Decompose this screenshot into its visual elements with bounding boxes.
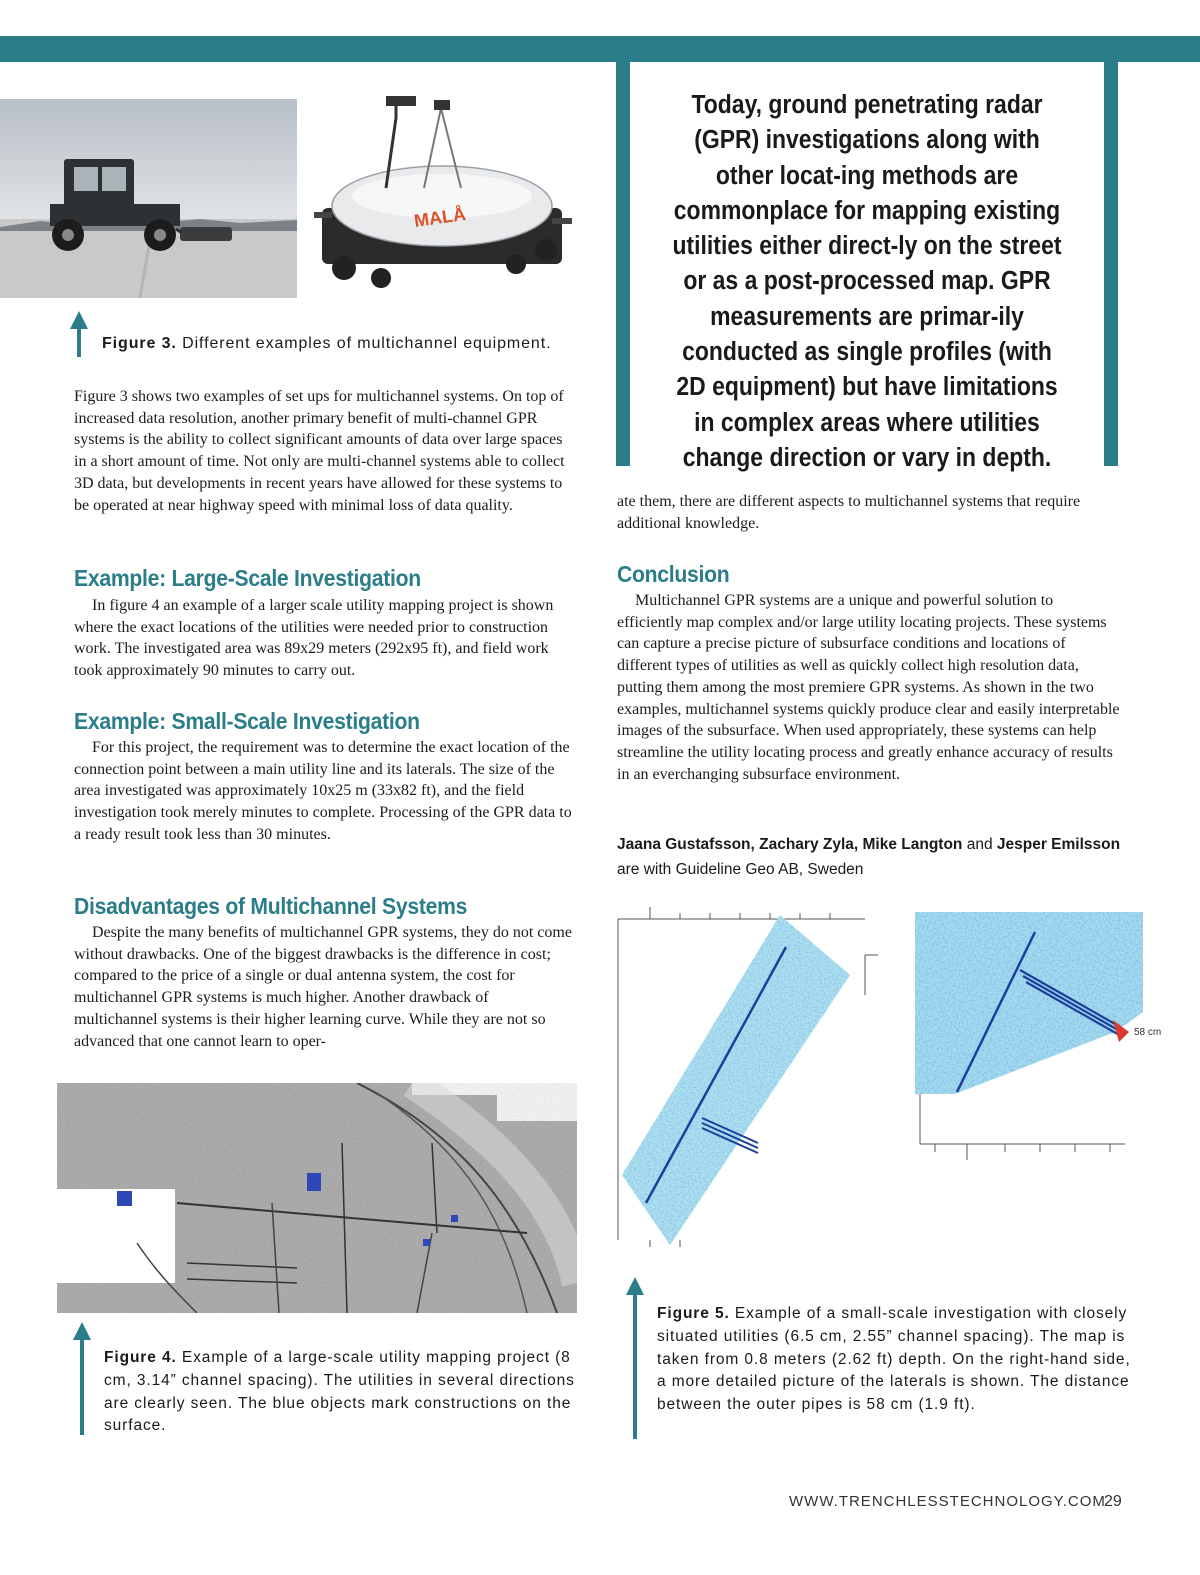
section-disadvantages-text: Despite the many benefits of multichannel GPR systems, they do not come without drawbacks. One of the biggest drawbacks is the difference in cost; compared to the price of a single or dual antenna system, the cost for multichannel GPR systems is much higher. Another drawback of multichannel systems is their higher learning curve. While they are not so advanced that one cannot learn to oper- [74, 924, 572, 1050]
author-affiliation: are with Guideline Geo AB, Sweden [617, 861, 864, 878]
section-small-scale-text: For this project, the requirement was to determine the exact location of the connection point between a main utility line and its laterals. The size of the area investigated was approximately 10x25 m (33x82 ft), and the field investigation took merely minutes to complete. Processing of the GPR data to a ready result took less than 30 minutes. [74, 739, 572, 843]
figure4-arrow-line [80, 1337, 84, 1435]
section-heading-large-scale: Example: Large-Scale Investigation [74, 565, 421, 591]
header-bar [0, 36, 1200, 62]
figure3-caption [102, 333, 622, 356]
section-heading-small-scale: Example: Small-Scale Investigation [74, 708, 420, 734]
footer-url: WWW.TRENCHLESSTECHNOLOGY.COM [789, 1493, 1106, 1510]
figure5-caption-label: Figure 5. [657, 1305, 730, 1322]
figure4-blue-marker [451, 1215, 458, 1222]
author-conjunction: and [962, 836, 997, 853]
figure3-caption-label: Figure 3. [102, 335, 177, 352]
intro-paragraph: Figure 3 shows two examples of set ups for multichannel systems. On top of increased data resolution, another primary benefit of multi-channel GPR systems is the ability to collect significant amounts of data over large spaces in a short amount of time. Not only are multi-channel systems able to collect 3D data, but developments in recent years have allowed for these systems to be operated at near highway speed with minimal loss of data quality. [74, 388, 565, 514]
figure3-arrow-line [77, 326, 81, 357]
figure4-blue-marker [423, 1239, 430, 1246]
figure3-photo-mala-cart [306, 78, 581, 290]
author-credits [617, 832, 1137, 882]
figure5-caption-text: Example of a small-scale investigation with closely situated utilities (6.5 cm, 2.55” channel spacing). The map is taken from 0.8 meters (2.62 ft) depth. On the right-hand side, a more detailed picture of the laterals is shown. The distance between the outer pipes is 58 cm (1.9 ft). [657, 1305, 1131, 1414]
author-name-last: Jesper Emilsson [996, 836, 1121, 853]
figure5-distance-label: 58 cm [1134, 1027, 1162, 1038]
figure3-caption-text: Different examples of multichannel equipment. [182, 335, 552, 352]
figure5-arrow-line [633, 1292, 637, 1439]
figure5-gpr-map-detail [915, 912, 1143, 1164]
section-large-scale-text: In figure 4 an example of a larger scale utility mapping project is shown where the exact locations of the utilities were needed prior to construction work. The investigated area was 89x29 meters (292x95 ft), and field work took approximately 90 minutes to carry out. [74, 597, 554, 680]
continuation-paragraph: ate them, there are different aspects to multichannel systems that require additional knowledge. [617, 493, 1081, 532]
conclusion-text: Multichannel GPR systems are a unique and powerful solution to efficiently map complex and/or large utility locating projects. These systems can capture a precise picture of subsurface conditions and locations of different types of utilities as well as quickly collect high resolution data, putting them among the most premiere GPR systems. As shown in the two examples, multichannel systems quickly produce clear and easily interpretable images of the subsurface. When used appropriately, these systems can help streamline the utility locating process and greatly enhance accuracy of results in an everchanging subsurface environment. [617, 592, 1120, 783]
figure4-caption-label: Figure 4. [104, 1349, 177, 1366]
pull-quote-box [616, 62, 1118, 472]
figure4-blue-marker [307, 1173, 321, 1191]
figure4-caption [104, 1347, 584, 1438]
figure4-blue-marker [117, 1191, 132, 1206]
author-names: Jaana Gustafsson, Zachary Zyla, Mike Langton [617, 836, 963, 853]
section-heading-conclusion: Conclusion [617, 561, 730, 587]
section-heading-disadvantages: Disadvantages of Multichannel Systems [74, 893, 468, 919]
page-number: 29 [1104, 1493, 1122, 1510]
pull-quote: Today, ground penetrating radar (GPR) investigations along with other locat-ing methods are commonplace for mapping existing utilities either direct-ly on the street or as a post-processed map. GPR measurements are primar-ily conducted as single profiles (with 2D equipment) but have limitations in complex areas where utilities change direction or vary in depth. [672, 91, 1062, 472]
figure3-photo-vehicle [0, 99, 297, 298]
figure5-gpr-map-overview [610, 905, 880, 1250]
figure5-caption [657, 1303, 1137, 1417]
figure4-caption-text: Example of a large-scale utility mapping project (8 cm, 3.14” channel spacing). The utilities in several directions are clearly seen. The blue objects mark constructions on the surface. [104, 1349, 575, 1435]
mala-brand-logo: MALÅ [412, 203, 468, 231]
figure4-gpr-map [57, 1083, 577, 1313]
